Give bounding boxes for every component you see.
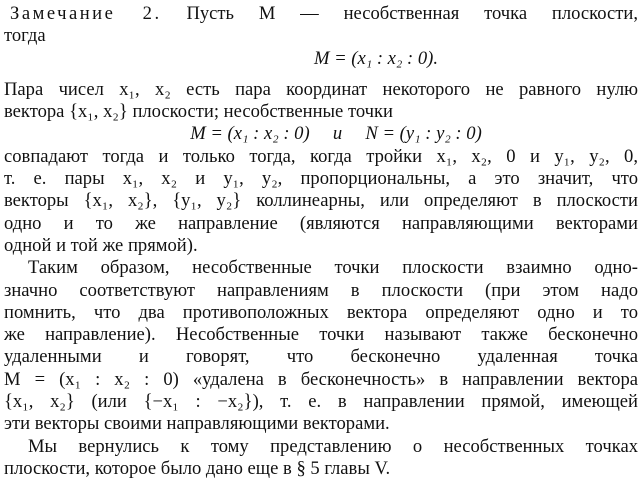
- remark-text: Пусть M — несобственная точка плоскости,: [186, 3, 638, 24]
- remark-line-2: тогда: [4, 25, 46, 47]
- paragraph-1-line: т. е. пары x₁, x₂ и y₁, y₂, пропорциональны, а это значит, что: [4, 168, 638, 190]
- paragraph-2-line: же направление). Несобственные точки называют также бесконечно: [4, 324, 638, 346]
- paragraph-2-line: помнить, что два противоположных вектора определяют одно и то: [4, 301, 638, 323]
- remark-label: Замечание 2.: [10, 3, 162, 24]
- paragraph-1-line: векторы {x₁, x₂}, {y₁, y₂} коллинеарны, или определяют в плоскости: [4, 190, 638, 212]
- paragraph-3: [4, 436, 638, 480]
- paragraph-2-line: M = (x₁ : x₂ : 0) «удалена в бесконечность» в направлении вектора: [4, 368, 638, 390]
- formula-m: M = (x₁ : x₂ : 0).: [313, 47, 439, 69]
- paragraph-1-line: одно и то же направление (являются направляющими векторами: [4, 212, 638, 234]
- paragraph-1-line: Пара чисел x₁, x₂ есть пара координат некоторого не равного нулю: [4, 78, 638, 100]
- paragraph-3-line: плоскости, которое было дано еще в § 5 главы V.: [4, 457, 391, 479]
- paragraph-1: [4, 79, 638, 257]
- paragraph-2-line: Таким образом, несобственные точки плоскости взаимно одно-: [28, 257, 638, 279]
- paragraph-1-line: одной и той же прямой).: [4, 234, 198, 256]
- remark-heading-line: [10, 3, 638, 25]
- paragraph-2: [4, 257, 638, 435]
- paragraph-3-line: Мы вернулись к тому представлению о несобственных точках: [28, 435, 638, 457]
- paragraph-2-line: эти векторы своими направляющими векторами.: [4, 413, 390, 435]
- formula-m-n: M = (x₁ : x₂ : 0) и N = (y₁ : y₂ : 0): [190, 123, 482, 145]
- paragraph-2-line: удаленными и говорят, что бесконечно удаленная точка: [4, 346, 638, 368]
- paragraph-2-line: значно соответствуют направлениям в плоскости (при этом надо: [4, 279, 638, 301]
- paragraph-1-line: совпадают тогда и только тогда, когда тройки x₁, x₂, 0 и y₁, y₂, 0,: [4, 145, 638, 167]
- paragraph-1-line: вектора {x₁, x₂} плоскости; несобственные точки: [4, 101, 393, 123]
- paragraph-2-line: {x₁, x₂} (или {−x₁ : −x₂}), т. е. в направлении прямой, имеющей: [4, 391, 638, 413]
